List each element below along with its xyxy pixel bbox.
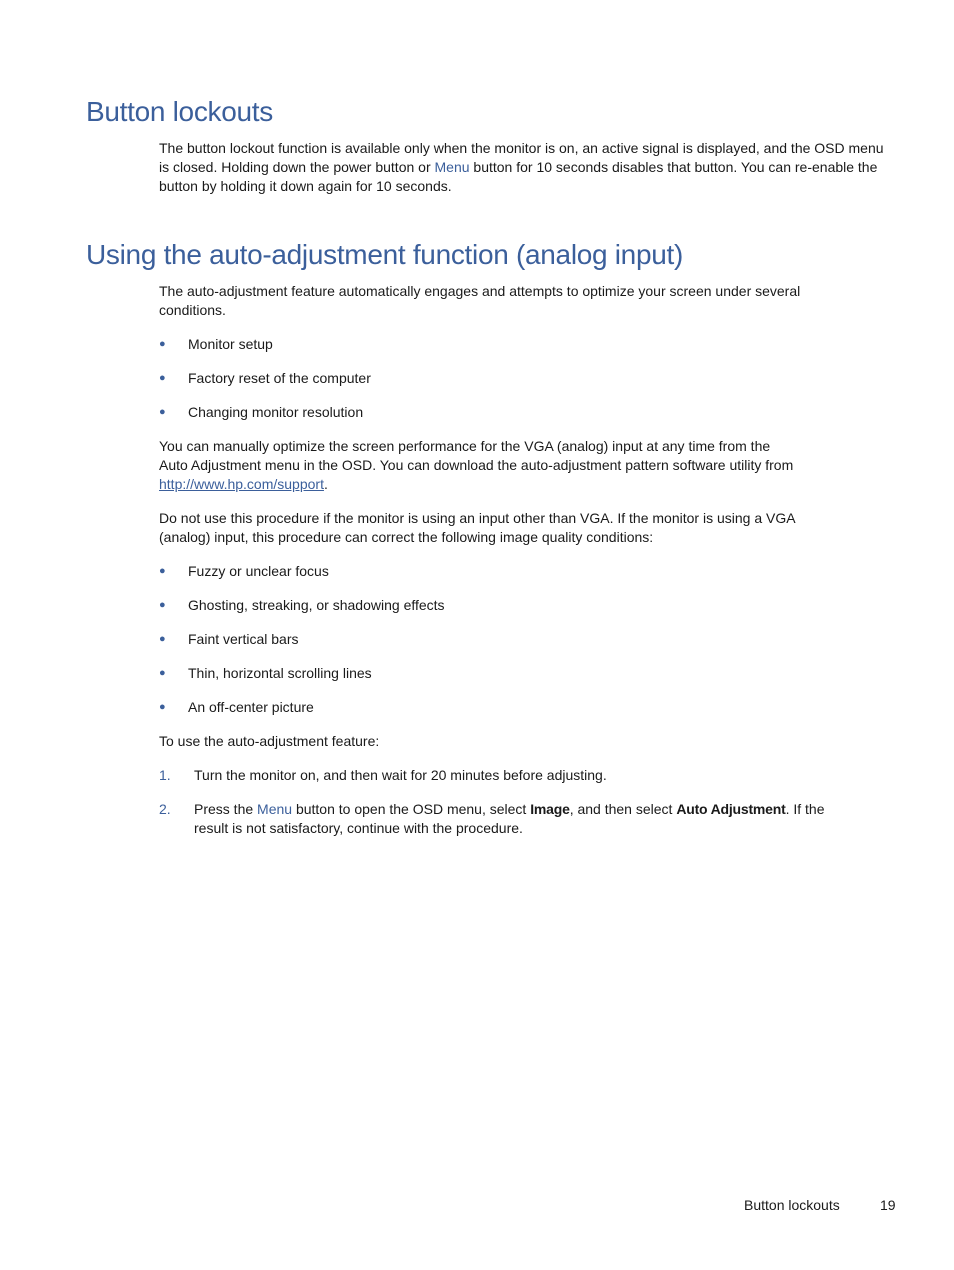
bullet-icon: ●: [159, 599, 166, 611]
footer-section-title: Button lockouts: [744, 1197, 840, 1213]
step-text: Turn the monitor on, and then wait for 20 minutes before adjusting.: [194, 767, 607, 783]
manual-paragraph: You can manually optimize the screen performance for the VGA (analog) input at any time from the Auto Adjustment menu in the OSD. You can download the auto-adjustment pattern software utility from http://www.hp.com/support.: [159, 438, 794, 492]
document-page: Button lockouts The button lockout function is available only when the monitor is on, an active signal is displayed, and the OSD menu is closed. Holding down the power button or Menu button for 10 seconds disables that button. You can re-enable the button by holding it down again for 10 seconds. Using the auto-adjustment function (analog input) The auto-adjustment feature automatically engages and attempts to optimize your screen under several conditions. ● Monitor setup ● Factory reset of the computer ● Changing monitor resolution You can manually optimize the screen performance for the VGA (analog) input at any time from the Auto Adjustment menu in the OSD. You can download the auto-adjustment pattern software utility from http://www.hp.com/support. Do not use this procedure if the monitor is using an input other than VGA. If the monitor is using a VGA (analog) input, this procedure can correct the following image quality conditions: ● Fuzzy or unclear focus ● Ghosting, streaking, or shadowing effects ● Faint vertical bars ● Thin, horizontal scrolling lines ● An off-center picture To use the auto-adjustment feature: 1. Turn the monitor on, and then wait for 20 minutes before adjusting. 2. Press the Menu button to open the OSD menu, select Image, and then select Auto Adjustment. If the result is not satisfactory, continue with the procedure. Button lockouts 19: [86, 96, 896, 1213]
hp-support-link[interactable]: http://www.hp.com/support: [159, 476, 324, 492]
step-text: Press the Menu button to open the OSD menu, select Image, and then select Auto Adjustment. If the result is not satisfactory, continue with the procedure.: [194, 801, 825, 836]
bullet-icon: ●: [159, 565, 166, 577]
heading-button-lockouts: Button lockouts: [86, 96, 273, 127]
bullet-icon: ●: [159, 338, 166, 350]
menu-button-ref: Menu: [434, 159, 470, 175]
heading-auto-adjustment: Using the auto-adjustment function (analog input): [86, 239, 684, 270]
bullet-icon: ●: [159, 667, 166, 679]
step-number: 2.: [159, 801, 171, 817]
image-menu-ref: Image: [530, 801, 570, 817]
bullet-icon: ●: [159, 701, 166, 713]
step-number: 1.: [159, 767, 171, 783]
bullet-icon: ●: [159, 406, 166, 418]
bullet-icon: ●: [159, 633, 166, 645]
auto-intro-paragraph: The auto-adjustment feature automatically engages and attempts to optimize your screen under several conditions.: [159, 283, 801, 318]
auto-adjustment-ref: Auto Adjustment: [676, 801, 786, 817]
to-use-paragraph: To use the auto-adjustment feature:: [159, 733, 380, 749]
menu-button-ref: Menu: [257, 801, 293, 817]
warning-paragraph: Do not use this procedure if the monitor is using an input other than VGA. If the monitor is using a VGA (analog) input, this procedure can correct the following image quality conditions:: [159, 510, 795, 545]
lockout-paragraph: The button lockout function is available only when the monitor is on, an active signal is displayed, and the OSD menu is closed. Holding down the power button or Menu button for 10 seconds disables that button. You can re-enable the button by holding it down again for 10 seconds.: [159, 140, 884, 194]
bullet-icon: ●: [159, 372, 166, 384]
page-number: 19: [880, 1197, 896, 1213]
